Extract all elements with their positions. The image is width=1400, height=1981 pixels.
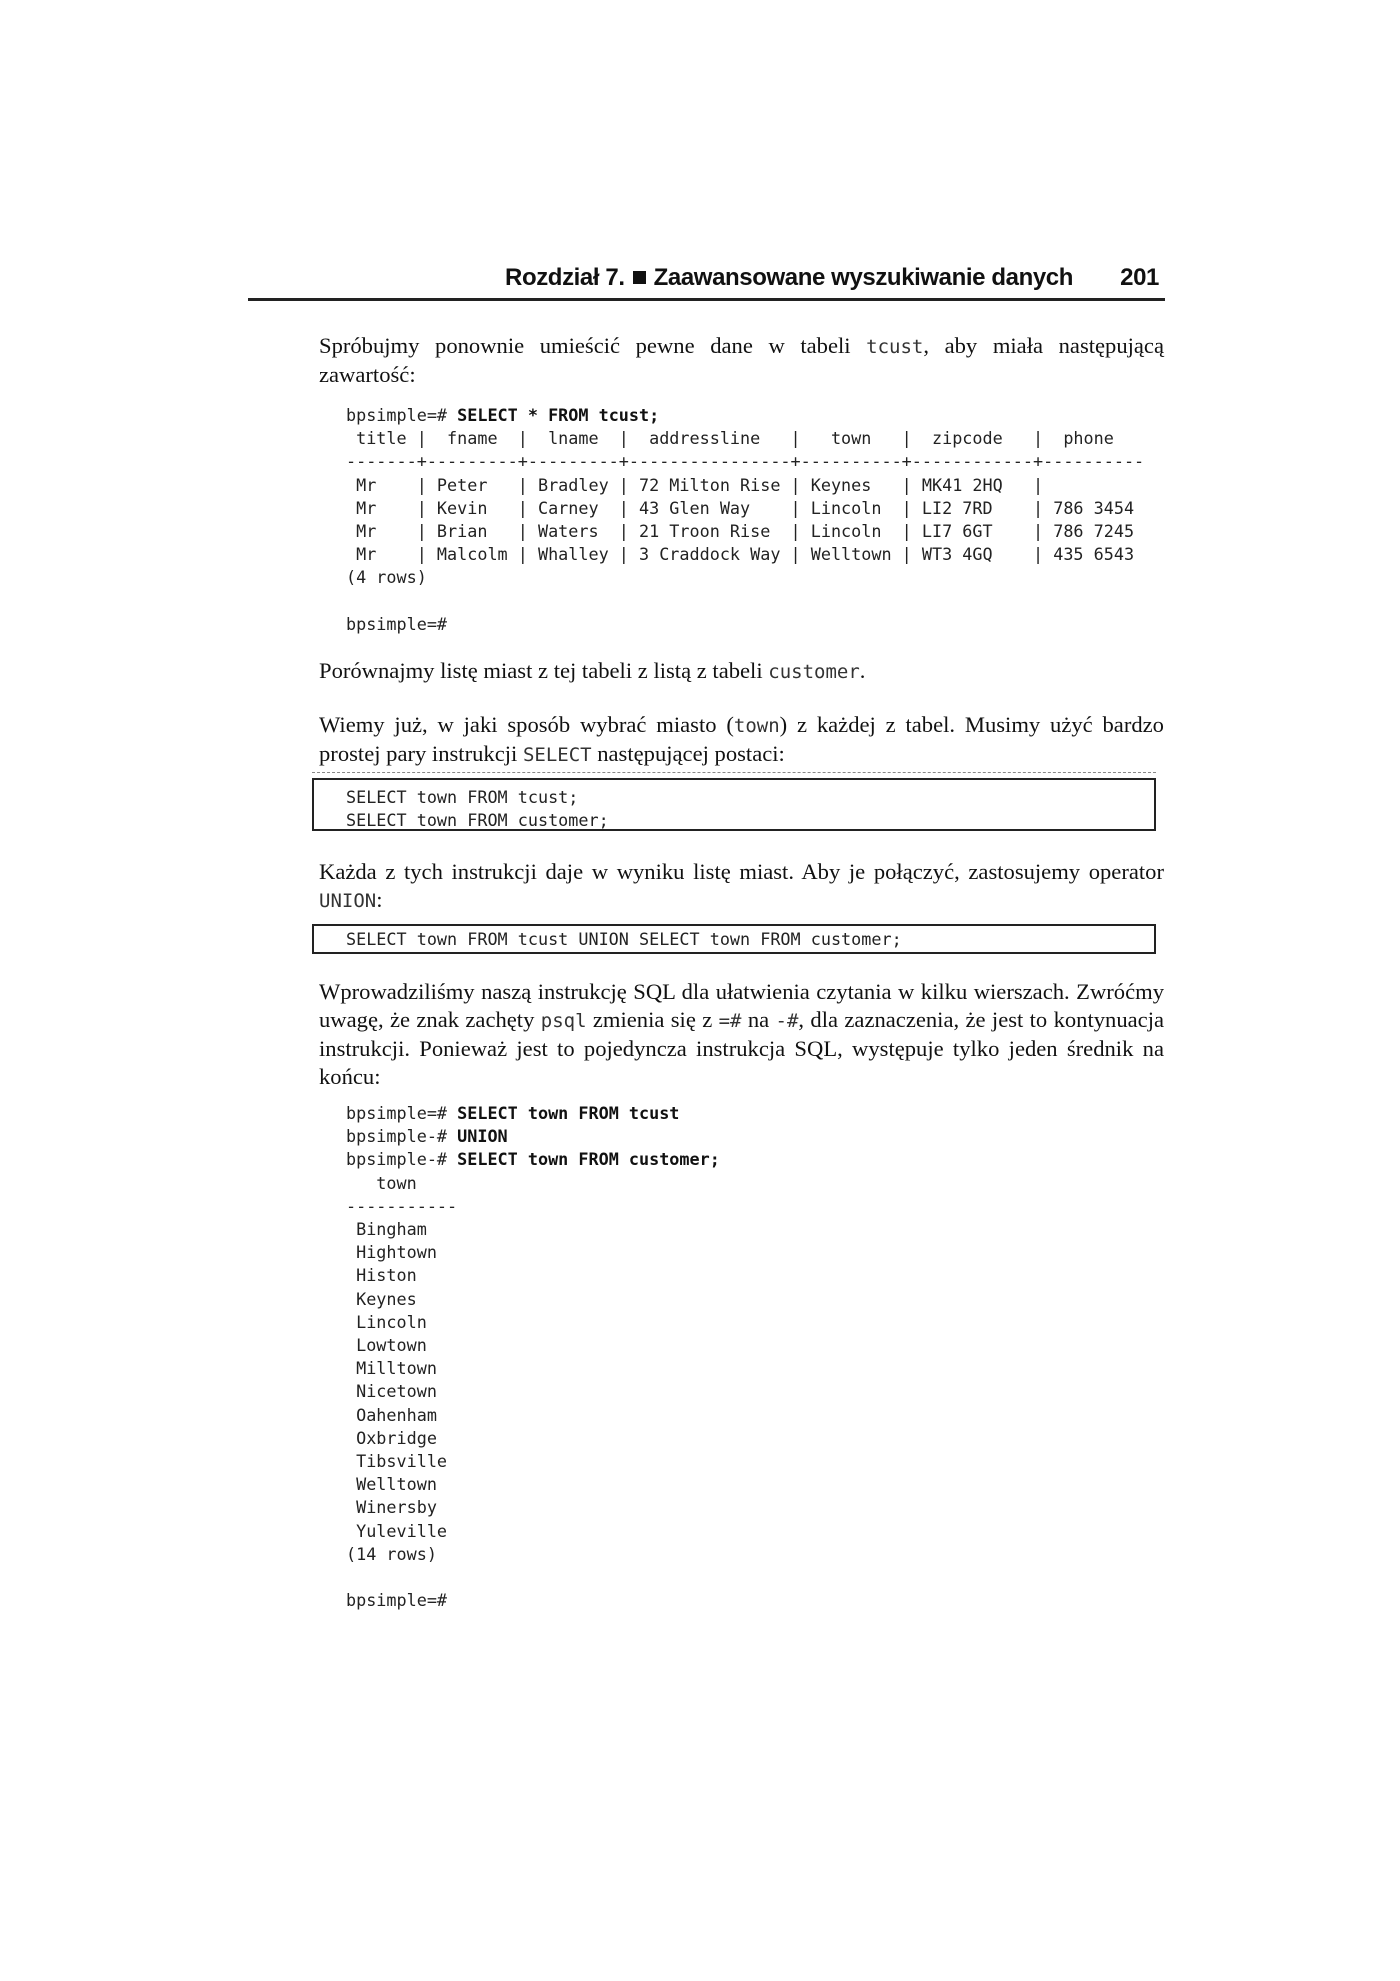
chapter-title xyxy=(505,264,1073,292)
paragraph-text: : xyxy=(376,887,383,912)
result-row: Winersby xyxy=(346,1497,437,1518)
psql-command: SELECT town FROM tcust xyxy=(457,1103,680,1123)
running-head xyxy=(248,256,1165,301)
paragraph-text: Porównajmy listę miast z tej tabeli z listą z tabeli xyxy=(319,658,769,683)
psql-command: UNION xyxy=(457,1126,508,1147)
result-row: Tibsville xyxy=(346,1451,448,1472)
paragraph-1 xyxy=(319,332,1164,389)
paragraph-5 xyxy=(319,978,1164,1091)
result-row: Mr | Malcolm | Whalley | 3 Craddock Way | Welltown | WT3 4GQ | 435 6543 xyxy=(346,544,1135,565)
result-row: Mr | Peter | Bradley | 72 Milton Rise | Keynes | MK41 2HQ | xyxy=(346,474,1044,495)
result-separator: ----------- xyxy=(346,1195,458,1216)
row-count: (14 rows) xyxy=(346,1543,437,1564)
paragraph-text: Spróbujmy ponownie umieścić pewne dane w tabeli xyxy=(319,333,867,358)
result-row: Yuleville xyxy=(346,1520,448,1541)
code-line: SELECT town FROM tcust UNION SELECT town FROM customer; xyxy=(346,929,902,949)
result-row: Milltown xyxy=(346,1358,437,1379)
inline-code: =# xyxy=(718,1010,742,1032)
inline-code: customer xyxy=(768,661,860,683)
square-bullet-icon xyxy=(633,271,646,284)
paragraph-text: Każda z tych instrukcji daje w wyniku listę miast. Aby je połączyć, zastosujemy operator xyxy=(319,859,1164,884)
inline-code: town xyxy=(733,715,780,737)
result-row: Welltown xyxy=(346,1474,437,1495)
paragraph-text: . xyxy=(859,658,866,683)
paragraph-3 xyxy=(319,711,1164,769)
result-header-row: town xyxy=(346,1172,417,1193)
psql-prompt: bpsimple=# xyxy=(346,1103,458,1123)
psql-prompt: bpsimple-# xyxy=(346,1149,458,1170)
inline-code: psql xyxy=(540,1010,587,1032)
inline-code: SELECT xyxy=(522,744,592,766)
psql-session-2 xyxy=(346,1102,720,1612)
result-row: Oxbridge xyxy=(346,1427,437,1448)
paragraph-text: Wprowadziliśmy naszą instrukcję SQL dla ułatwienia czytania w kilku wierszach. Zwróćmy uwagę, że znak zachęty xyxy=(319,979,1164,1032)
result-row: Nicetown xyxy=(346,1381,437,1402)
paragraph-text: następującej postaci: xyxy=(591,741,785,766)
psql-session-1 xyxy=(346,404,1144,636)
chapter-label: Rozdział 7. xyxy=(505,264,625,291)
paragraph-2 xyxy=(319,657,1164,686)
psql-command: SELECT * FROM tcust; xyxy=(457,405,660,425)
code-listing xyxy=(314,780,1154,832)
inline-code: tcust xyxy=(866,336,924,358)
result-row: Lowtown xyxy=(346,1335,427,1356)
inline-code: -# xyxy=(775,1010,799,1032)
psql-prompt: bpsimple=# xyxy=(346,1590,448,1611)
paragraph-text: ) z każdej z tabel. Musimy użyć bardzo prostej pary instrukcji xyxy=(319,712,1164,766)
code-box-1 xyxy=(312,778,1156,831)
result-row: Keynes xyxy=(346,1288,417,1309)
result-row: Histon xyxy=(346,1265,417,1286)
result-row: Bingham xyxy=(346,1219,427,1240)
row-count: (4 rows) xyxy=(346,567,427,588)
code-box-rule xyxy=(312,772,1156,773)
paragraph-text: , aby miała następującą zawartość: xyxy=(319,333,1164,387)
psql-prompt: bpsimple=# xyxy=(346,405,458,425)
result-row: Oahenham xyxy=(346,1404,437,1425)
inline-code: UNION xyxy=(319,890,377,912)
psql-command: SELECT town FROM customer; xyxy=(457,1149,720,1170)
paragraph-text: zmienia się z xyxy=(586,1007,719,1032)
result-row: Hightown xyxy=(346,1242,437,1263)
psql-prompt: bpsimple-# xyxy=(346,1126,458,1147)
page-number: 201 xyxy=(1120,264,1159,291)
code-box-2 xyxy=(312,924,1156,954)
result-row: Mr | Kevin | Carney | 43 Glen Way | Lincoln | LI2 7RD | 786 3454 xyxy=(346,497,1135,518)
paragraph-text: Wiemy już, w jaki sposób wybrać miasto ( xyxy=(319,712,734,737)
result-separator: -------+---------+---------+----------------+----------+------------+---------- xyxy=(346,451,1145,472)
result-row: Lincoln xyxy=(346,1311,427,1332)
result-row: Mr | Brian | Waters | 21 Troon Rise | Lincoln | LI7 6GT | 786 7245 xyxy=(346,521,1135,542)
paragraph-text: na xyxy=(741,1007,776,1032)
paragraph-text: , dla zaznaczenia, że jest to kontynuacja instrukcji. Ponieważ jest to pojedyncza instrukcja SQL, występuje tylko jeden średnik na końcu: xyxy=(319,1007,1164,1089)
psql-prompt: bpsimple=# xyxy=(346,613,448,634)
paragraph-4 xyxy=(319,858,1164,915)
code-line: SELECT town FROM tcust; xyxy=(346,787,579,807)
code-listing xyxy=(314,926,1154,951)
code-line: SELECT town FROM customer; xyxy=(346,810,609,831)
chapter-subject: Zaawansowane wyszukiwanie danych xyxy=(653,264,1073,291)
result-header-row: title | fname | lname | addressline | town | zipcode | phone xyxy=(346,428,1114,449)
